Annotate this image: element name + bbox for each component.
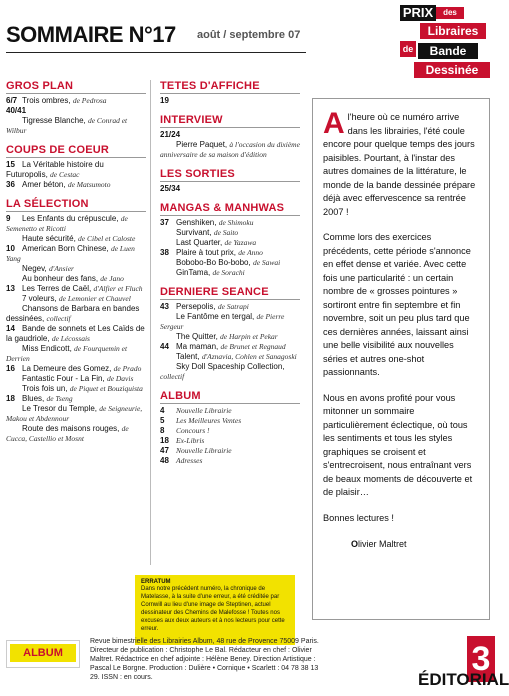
entry-author: de Pierre Sergeur <box>160 312 285 331</box>
entry-title: Pierre Paquet, <box>176 140 228 149</box>
entry-author: de Seigneurie, Makou et Abdennour <box>6 404 143 423</box>
entry-title: Tigresse Blanche, <box>22 116 86 125</box>
logo-word-dessinee: Dessinée <box>414 62 490 78</box>
entry-page-number: 18 <box>160 436 169 445</box>
entry-author: Adresses <box>176 456 203 465</box>
masthead-text: Revue bimestrielle des Librairies Album, 48 rue de Provence 75009 Paris. Directeur de publication : Christophe Le Bal. Rédacteur en chef : Olivier Maltret. Rédactrice en chef adjointe : Hélène Beney. Direction Artistique : Pascal Le Borgne. Production : Dulière • Cornique • Scarlett : 04 78 38 13 29. ISSN : en cours. <box>90 638 319 681</box>
entry-author: de Satrapi <box>217 302 249 311</box>
logo-word-de: de <box>400 41 416 57</box>
entry-author: de Pedrosa <box>72 96 107 105</box>
entry-title: Amer béton, <box>22 180 66 189</box>
editorial-paragraph-1 <box>323 107 479 219</box>
entry-author: à l'occasion du dixième anniversaire de sa maison d'édition <box>160 140 300 159</box>
toc-entry <box>6 384 146 394</box>
entry-page-number: 25/34 <box>160 184 181 193</box>
entry-page-number: 9 <box>6 214 11 223</box>
entry-page-number: 5 <box>160 416 165 425</box>
toc-entry <box>160 312 300 332</box>
toc-entry <box>160 342 300 352</box>
editorial-box <box>312 98 490 620</box>
erratum-sticker <box>135 575 295 645</box>
toc-entry <box>6 214 146 234</box>
entry-author: de Harpin et Pekar <box>220 332 278 341</box>
entry-title: Talent, <box>176 352 200 361</box>
entry-page-number: 15 <box>6 160 15 169</box>
toc-entry <box>160 184 300 194</box>
entry-title: Trois ombres, <box>22 96 71 105</box>
entry-page-number: 14 <box>6 324 15 333</box>
toc-entry <box>160 130 300 140</box>
section-heading: GROS PLAN <box>6 80 74 92</box>
entry-author: de Lemonier et Chauvel <box>58 294 131 303</box>
entry-page-number: 37 <box>160 218 169 227</box>
entry-author: de Piquet et Bouziquista <box>69 384 143 393</box>
entry-author: Ex-Libris <box>176 436 205 445</box>
toc-entry <box>160 96 300 106</box>
section-heading: LES SORTIES <box>160 168 235 180</box>
entry-author: d'Aznavia, Cohlen et Sanagoski <box>201 352 297 361</box>
entry-author: d'Ansier <box>49 264 74 273</box>
entry-title: Blues, <box>22 394 45 403</box>
prix-libraires-logo <box>400 5 490 83</box>
editorial-label: ÉDITORIAL <box>418 670 509 689</box>
entry-page-number: 18 <box>6 394 15 403</box>
entry-title: Le Fantôme en tergal, <box>176 312 255 321</box>
toc-entry <box>6 160 146 180</box>
toc-entry <box>6 274 146 284</box>
entry-title: Au bonheur des fans, <box>22 274 99 283</box>
toc-left-column <box>6 80 146 444</box>
entry-page-number: 10 <box>6 244 15 253</box>
logo-word-bande: Bande <box>418 43 478 59</box>
entry-author: de Tseng <box>46 394 73 403</box>
entry-page-number: 38 <box>160 248 169 257</box>
entry-title: Le Tresor du Temple, <box>22 404 98 413</box>
entry-author: de Brunet et Regnaud <box>220 342 286 351</box>
section-rule <box>6 157 146 158</box>
editorial-paragraph-3: Nous en avons profité pour vous mitonner un sommaire particulièrement éclectique, où tous les sentiments et tous les styles graphiques se croisent et s'entrecroisent, nous entraînant vers de beaux moments de découverte et de plaisir… <box>323 392 473 497</box>
toc-entry <box>160 140 300 160</box>
entry-page-number: 4 <box>160 406 165 415</box>
entry-title: The Quitter, <box>176 332 218 341</box>
entry-author: de Yazawa <box>224 238 257 247</box>
toc-entry <box>160 456 300 466</box>
entry-author: collectif <box>46 314 71 323</box>
entry-title: Chansons de Barbara en bandes dessinées, <box>6 304 140 323</box>
toc-entry <box>6 404 146 424</box>
entry-author: Les Meilleures Ventes <box>176 416 242 425</box>
editorial-signature: Olivier Maltret <box>351 539 407 549</box>
entry-author: de Luen Yang <box>6 244 135 263</box>
toc-entry <box>160 258 300 268</box>
toc-entry <box>6 106 146 116</box>
section-rule <box>6 211 146 212</box>
entry-page-number: 47 <box>160 446 169 455</box>
entry-author: de Davis <box>106 374 134 383</box>
toc-entry <box>6 116 146 136</box>
entry-title: 7 voleurs, <box>22 294 57 303</box>
entry-page-number: 40/41 <box>6 106 27 115</box>
toc-entry <box>160 268 300 278</box>
entry-title: Persepolis, <box>176 302 216 311</box>
section-heading: INTERVIEW <box>160 114 223 126</box>
entry-author: de Prado <box>113 364 142 373</box>
logo-word-des: des <box>436 7 464 19</box>
toc-entry <box>160 332 300 342</box>
entry-author: de Fourquemin et Derrien <box>6 344 128 363</box>
toc-entry <box>6 180 146 190</box>
entry-title: Fantastic Four - La Fin, <box>22 374 105 383</box>
logo-word-prix: PRIX <box>400 5 436 21</box>
entry-page-number: 48 <box>160 456 169 465</box>
toc-middle-column <box>160 80 300 466</box>
entry-title: GinTama, <box>176 268 211 277</box>
toc-entry <box>6 234 146 244</box>
entry-title: Survivant, <box>176 228 212 237</box>
entry-page-number: 6/7 <box>6 96 18 105</box>
toc-entry <box>6 374 146 384</box>
entry-title: La Demeure des Gomez, <box>22 364 112 373</box>
magazine-title: SOMMAIRE N°17 <box>6 22 176 47</box>
entry-title: Negev, <box>22 264 47 273</box>
toc-entry <box>6 344 146 364</box>
header-divider <box>6 52 306 53</box>
entry-title: La Véritable histoire du Futuropolis, <box>6 160 104 179</box>
logo-word-libraires: Libraires <box>420 23 486 39</box>
toc-entry <box>160 352 300 362</box>
editorial-dropcap: A <box>323 107 345 140</box>
toc-entry <box>6 284 146 294</box>
entry-title: Plaire à tout prix, <box>176 248 237 257</box>
entry-page-number: 19 <box>160 96 169 105</box>
toc-entry <box>160 238 300 248</box>
entry-author: de Cibel et Caloste <box>78 234 136 243</box>
album-logo <box>6 640 80 668</box>
toc-entry <box>6 264 146 274</box>
toc-entry <box>160 406 300 416</box>
entry-page-number: 43 <box>160 302 169 311</box>
entry-author: Concours ! <box>176 426 210 435</box>
erratum-text: Dans notre précédent numéro, la chronique de Matelasse, à la suite d'une erreur, a été créditée par Cornwill au lieu d'une image de Steptinen, actuel dessinateur des Chemins de Malefosse ! Toutes nos excuses aux deux auteurs et à nos lecteurs pour cette erreur. <box>141 586 285 632</box>
entry-author: d'Alfier et Fluch <box>93 284 143 293</box>
section-rule <box>160 181 300 182</box>
toc-entry <box>6 364 146 374</box>
editorial-paragraph-1-text: l'heure où ce numéro arrive dans les librairies, l'été coule encore pour quelque temps des jours paisibles. Pourtant, à l'instar des autres domaines de la littérature, le monde de la bande dessinée prépare déjà avec effervescence sa rentrée 2007 ! <box>323 112 476 217</box>
toc-entry <box>160 248 300 258</box>
section-heading: DERNIERE SEANCE <box>160 286 269 298</box>
section-heading: COUPS DE COEUR <box>6 144 110 156</box>
entry-author: de Cucca, Castellio et Mosnt <box>6 424 129 443</box>
entry-author: de Lécossais <box>51 334 90 343</box>
entry-author: de Anno <box>238 248 263 257</box>
entry-title: Genshiken, <box>176 218 217 227</box>
issue-date: août / septembre 07 <box>197 29 301 41</box>
entry-author: collectif <box>160 372 185 381</box>
toc-entry <box>160 416 300 426</box>
toc-entry <box>6 294 146 304</box>
toc-entry <box>6 394 146 404</box>
editorial-paragraph-2: Comme lors des exercices précédents, cette période s'annonce en effet dense et variée. Avec cette fois une particularité : un certain nombre de « grosses pointures » sortiront entre fin septembre et fin novembre, soit un peu plus tard que ces dernières années, laissant ainsi une belle visibilité aux nouvelles séries et autres one-shot passionnants. <box>323 232 471 377</box>
entry-title: Les Terres de Caël, <box>22 284 92 293</box>
entry-author: de Jano <box>100 274 124 283</box>
toc-entry <box>160 426 300 436</box>
album-logo-text: ALBUM <box>10 644 76 662</box>
section-heading: ALBUM <box>160 390 201 402</box>
section-rule <box>160 215 300 216</box>
section-rule <box>160 299 300 300</box>
toc-entry <box>6 244 146 264</box>
section-rule <box>6 93 146 94</box>
section-rule <box>160 403 300 404</box>
entry-page-number: 8 <box>160 426 165 435</box>
entry-page-number: 44 <box>160 342 169 351</box>
entry-author: de Conrad et Wilbur <box>6 116 128 135</box>
entry-title: Last Quarter, <box>176 238 223 247</box>
entry-title: Bande de sonnets et Les Caïds de la gaudriole, <box>6 324 145 343</box>
section-heading: LA SÉLECTION <box>6 198 89 210</box>
entry-title: Bobobo-Bo Bo-bobo, <box>176 258 251 267</box>
toc-entry <box>6 96 146 106</box>
section-rule <box>160 93 300 94</box>
toc-entry <box>6 424 146 444</box>
entry-page-number: 36 <box>6 180 15 189</box>
entry-page-number: 21/24 <box>160 130 181 139</box>
entry-page-number: 13 <box>6 284 15 293</box>
editorial-paragraph-4: Bonnes lectures ! <box>323 512 394 523</box>
entry-author: de Cestac <box>50 170 80 179</box>
section-rule <box>160 127 300 128</box>
erratum-title: ERRATUM <box>141 579 171 585</box>
entry-author: de Sorachi <box>212 268 245 277</box>
toc-entry <box>160 446 300 456</box>
entry-title: Miss Endicott, <box>22 344 72 353</box>
entry-title: Sky Doll Spaceship Collection, <box>176 362 285 371</box>
section-heading: TETES D'AFFICHE <box>160 80 260 92</box>
entry-author: de Saito <box>213 228 239 237</box>
entry-title: American Born Chinese, <box>22 244 109 253</box>
entry-title: Route des maisons rouges, <box>22 424 120 433</box>
entry-author: de Matsumoto <box>67 180 111 189</box>
entry-author: de Sawai <box>252 258 281 267</box>
page-number: 3 <box>467 636 495 682</box>
toc-entry <box>6 304 146 324</box>
entry-author: Nouvelle Librairie <box>176 406 232 415</box>
toc-entry <box>160 436 300 446</box>
toc-entry <box>160 218 300 228</box>
column-divider <box>150 80 151 565</box>
entry-title: Haute sécurité, <box>22 234 76 243</box>
toc-entry <box>6 324 146 344</box>
section-heading: MANGAS & MANHWAS <box>160 202 285 214</box>
entry-author: Nouvelle Librairie <box>176 446 232 455</box>
entry-title: Ma maman, <box>176 342 219 351</box>
entry-page-number: 16 <box>6 364 15 373</box>
toc-entry <box>160 228 300 238</box>
toc-entry <box>160 362 300 382</box>
entry-title: Trois fois un, <box>22 384 68 393</box>
toc-entry <box>160 302 300 312</box>
entry-title: Les Enfants du crépuscule, <box>22 214 119 223</box>
entry-author: de Semenetto et Ricotti <box>6 214 128 233</box>
entry-author: de Shimoku <box>218 218 254 227</box>
